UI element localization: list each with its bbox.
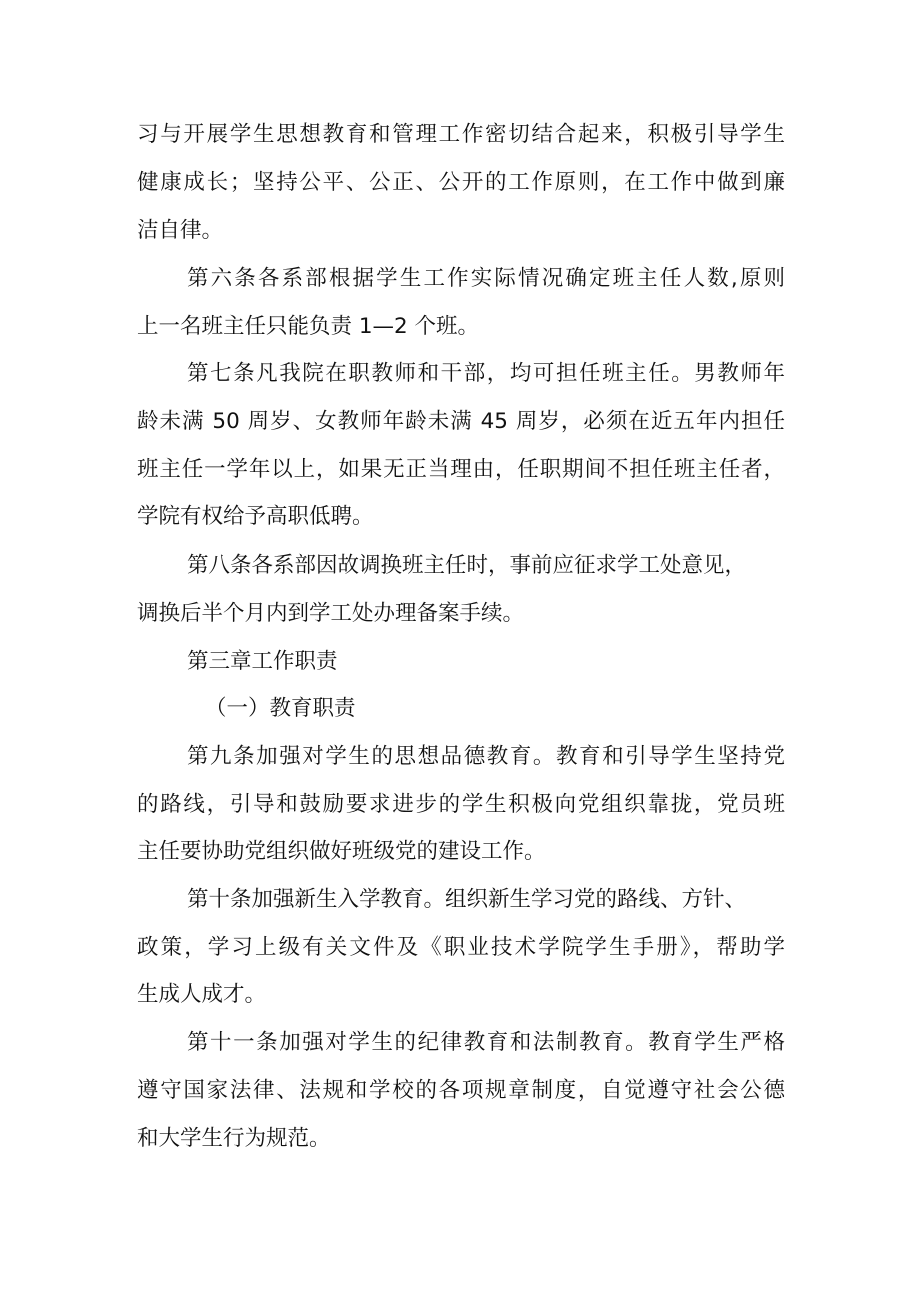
- text-line: 第九条加强对学生的思想品德教育。教育和引导学生坚持党: [187, 744, 785, 769]
- text-line: 遵守国家法律、法规和学校的各项规章制度，自觉遵守社会公德: [137, 1078, 785, 1103]
- text-line: 习与开展学生思想教育和管理工作密切结合起来，积极引导学生: [137, 122, 785, 147]
- text-line: 洁自律。: [137, 218, 224, 243]
- text-line: 第十条加强新生入学教育。组织新生学习党的路线、方针、: [187, 887, 747, 912]
- text-line: 班主任一学年以上，如果无正当理由，任职期间不担任班主任者，: [137, 457, 785, 482]
- text-line: 健康成长；坚持公平、公正、公开的工作原则，在工作中做到廉: [137, 170, 785, 195]
- text-line: 调换后半个月内到学工处办理备案手续。: [137, 601, 525, 626]
- text-line: 龄未满 50 周岁、女教师年龄未满 45 周岁，必须在近五年内担任: [137, 409, 785, 434]
- text-line: 主任要协助党组织做好班级党的建设工作。: [137, 839, 546, 864]
- text-line: 第十一条加强对学生的纪律教育和法制教育。教育学生严格: [187, 1030, 785, 1055]
- text-line: 的路线，引导和鼓励要求进步的学生积极向党组织靠拢，党员班: [137, 792, 785, 817]
- text-line: 第七条凡我院在职教师和干部，均可担任班主任。男教师年: [187, 361, 785, 386]
- section-heading: （一）教育职责: [205, 696, 356, 721]
- text-line: 生成人成才。: [137, 982, 267, 1007]
- text-line: 上一名班主任只能负责 1—2 个班。: [137, 314, 480, 339]
- text-line: 和大学生行为规范。: [137, 1126, 331, 1151]
- text-line: 第六条各系部根据学生工作实际情况确定班主任人数,原则: [187, 266, 785, 291]
- chapter-heading: 第三章工作职责: [187, 649, 338, 674]
- text-line: 政策，学习上级有关文件及《职业技术学院学生手册》，帮助学: [137, 935, 785, 960]
- text-line: 第八条各系部因故调换班主任时，事前应征求学工处意见，: [187, 553, 747, 578]
- text-line: 学院有权给予高职低聘。: [137, 504, 374, 529]
